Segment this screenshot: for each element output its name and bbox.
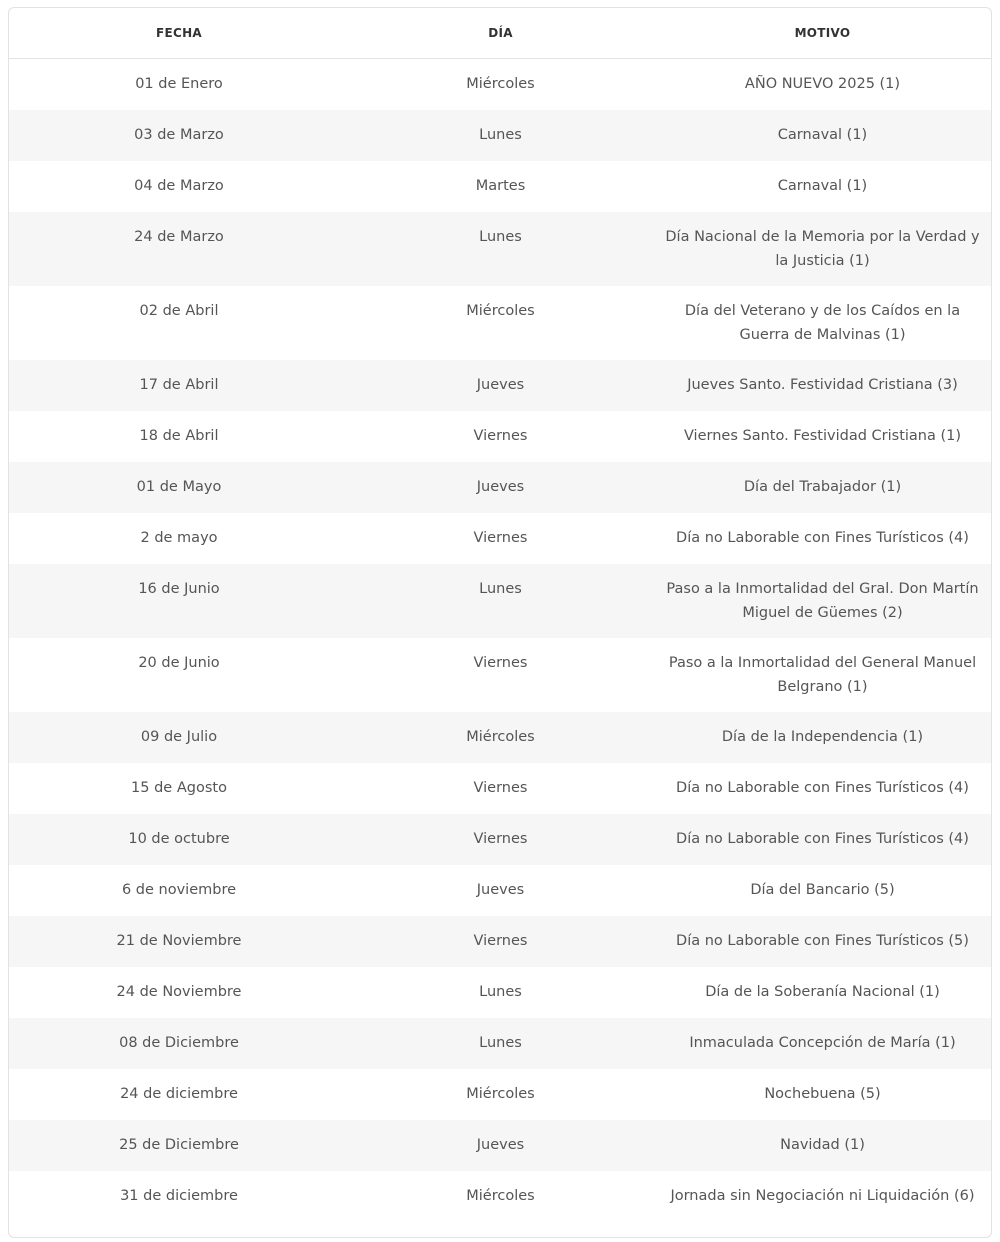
cell-motivo: Día del Trabajador (1) (743, 478, 902, 495)
cell-dia: Jueves (476, 1136, 525, 1153)
cell-motivo: Carnaval (1) (777, 177, 868, 194)
cell-motivo: Día Nacional de la Memoria por la Verdad y la Justicia (1) (665, 228, 980, 269)
table-row (9, 286, 992, 360)
table-row (9, 865, 992, 916)
table-body (9, 59, 992, 1239)
table-row (9, 360, 992, 411)
header-motivo: MOTIVO (652, 8, 992, 59)
table-row (9, 814, 992, 865)
table-header (9, 8, 992, 59)
cell-motivo: Navidad (1) (780, 1136, 865, 1153)
cell-motivo: AÑO NUEVO 2025 (1) (744, 76, 901, 92)
table-row (9, 967, 992, 1018)
cell-dia: Viernes (473, 529, 528, 546)
cell-motivo: Día no Laborable con Fines Turísticos (4) (676, 529, 969, 546)
table-row (9, 1018, 992, 1069)
cell-fecha: 2 de mayo (140, 529, 218, 546)
cell-fecha: 09 de Julio (140, 728, 218, 745)
cell-motivo: Nochebuena (5) (764, 1085, 881, 1102)
table-row (9, 59, 992, 110)
cell-motivo: Día de la Soberanía Nacional (1) (705, 983, 940, 1000)
cell-motivo: Día no Laborable con Fines Turísticos (4) (676, 830, 969, 847)
cell-dia: Viernes (473, 932, 528, 949)
table-row (9, 411, 992, 462)
cell-fecha: 16 de Junio (138, 580, 220, 597)
cell-motivo: Paso a la Inmortalidad del Gral. Don Martín Miguel de Güemes (2) (666, 580, 979, 621)
cell-fecha: 01 de Enero (135, 76, 223, 92)
cell-fecha: 25 de Diciembre (119, 1136, 239, 1153)
cell-dia: Miércoles (466, 76, 535, 92)
table-row (9, 462, 992, 513)
cell-dia: Jueves (476, 881, 525, 898)
table-row (9, 161, 992, 212)
cell-dia: Lunes (479, 126, 522, 143)
cell-dia: Viernes (473, 427, 528, 444)
table-row (9, 1069, 992, 1120)
table-row (9, 1171, 992, 1239)
table-row (9, 763, 992, 814)
cell-dia: Lunes (479, 228, 522, 245)
table-row (9, 513, 992, 564)
cell-motivo: Viernes Santo. Festividad Cristiana (1) (683, 427, 962, 444)
cell-dia: Viernes (473, 779, 528, 796)
cell-fecha: 02 de Abril (139, 302, 219, 319)
holidays-table (9, 8, 992, 1238)
cell-fecha: 01 de Mayo (136, 478, 222, 495)
cell-motivo: Día de la Independencia (1) (721, 728, 924, 745)
cell-dia: Lunes (479, 1034, 522, 1051)
table-row (9, 564, 992, 638)
cell-dia: Martes (475, 177, 526, 194)
cell-motivo: Inmaculada Concepción de María (1) (689, 1034, 956, 1051)
cell-fecha: 18 de Abril (139, 427, 219, 444)
cell-motivo: Día del Veterano y de los Caídos en la Guerra de Malvinas (1) (684, 302, 961, 343)
cell-fecha: 15 de Agosto (131, 779, 227, 796)
table-row (9, 916, 992, 967)
cell-dia: Lunes (479, 983, 522, 1000)
header-fecha: FECHA (9, 8, 349, 59)
cell-fecha: 20 de Junio (138, 654, 220, 671)
cell-motivo: Jornada sin Negociación ni Liquidación (6) (670, 1187, 975, 1204)
cell-fecha: 03 de Marzo (134, 126, 224, 143)
cell-motivo: Carnaval (1) (777, 126, 868, 143)
cell-dia: Viernes (473, 830, 528, 847)
cell-fecha: 24 de diciembre (120, 1085, 238, 1102)
cell-fecha: 6 de noviembre (121, 881, 237, 898)
cell-motivo: Jueves Santo. Festividad Cristiana (3) (687, 376, 958, 393)
cell-motivo: Día del Bancario (5) (750, 881, 895, 898)
cell-dia: Miércoles (466, 1085, 535, 1102)
cell-fecha: 24 de Marzo (134, 228, 224, 245)
table-row (9, 1120, 992, 1171)
table-row (9, 712, 992, 763)
cell-fecha: 17 de Abril (139, 376, 219, 393)
header-dia: DÍA (349, 8, 652, 59)
cell-dia: Miércoles (466, 302, 535, 319)
cell-fecha: 10 de octubre (128, 830, 230, 847)
table-row (9, 212, 992, 286)
header-row (9, 8, 992, 59)
table-row (9, 110, 992, 161)
cell-dia: Viernes (473, 654, 528, 671)
cell-motivo: Día no Laborable con Fines Turísticos (5) (676, 932, 969, 949)
cell-dia: Lunes (479, 580, 522, 597)
cell-fecha: 04 de Marzo (134, 177, 224, 194)
table-row (9, 638, 992, 712)
cell-motivo: Paso a la Inmortalidad del General Manuel Belgrano (1) (668, 654, 977, 695)
cell-dia: Miércoles (466, 728, 535, 745)
cell-fecha: 24 de Noviembre (116, 983, 242, 1000)
cell-fecha: 08 de Diciembre (119, 1034, 239, 1051)
cell-fecha: 21 de Noviembre (116, 932, 242, 949)
cell-fecha: 31 de diciembre (120, 1187, 238, 1204)
cell-dia: Miércoles (466, 1187, 535, 1204)
holidays-table-card (8, 7, 992, 1238)
cell-dia: Jueves (476, 376, 525, 393)
cell-motivo: Día no Laborable con Fines Turísticos (4) (676, 779, 969, 796)
cell-dia: Jueves (476, 478, 525, 495)
